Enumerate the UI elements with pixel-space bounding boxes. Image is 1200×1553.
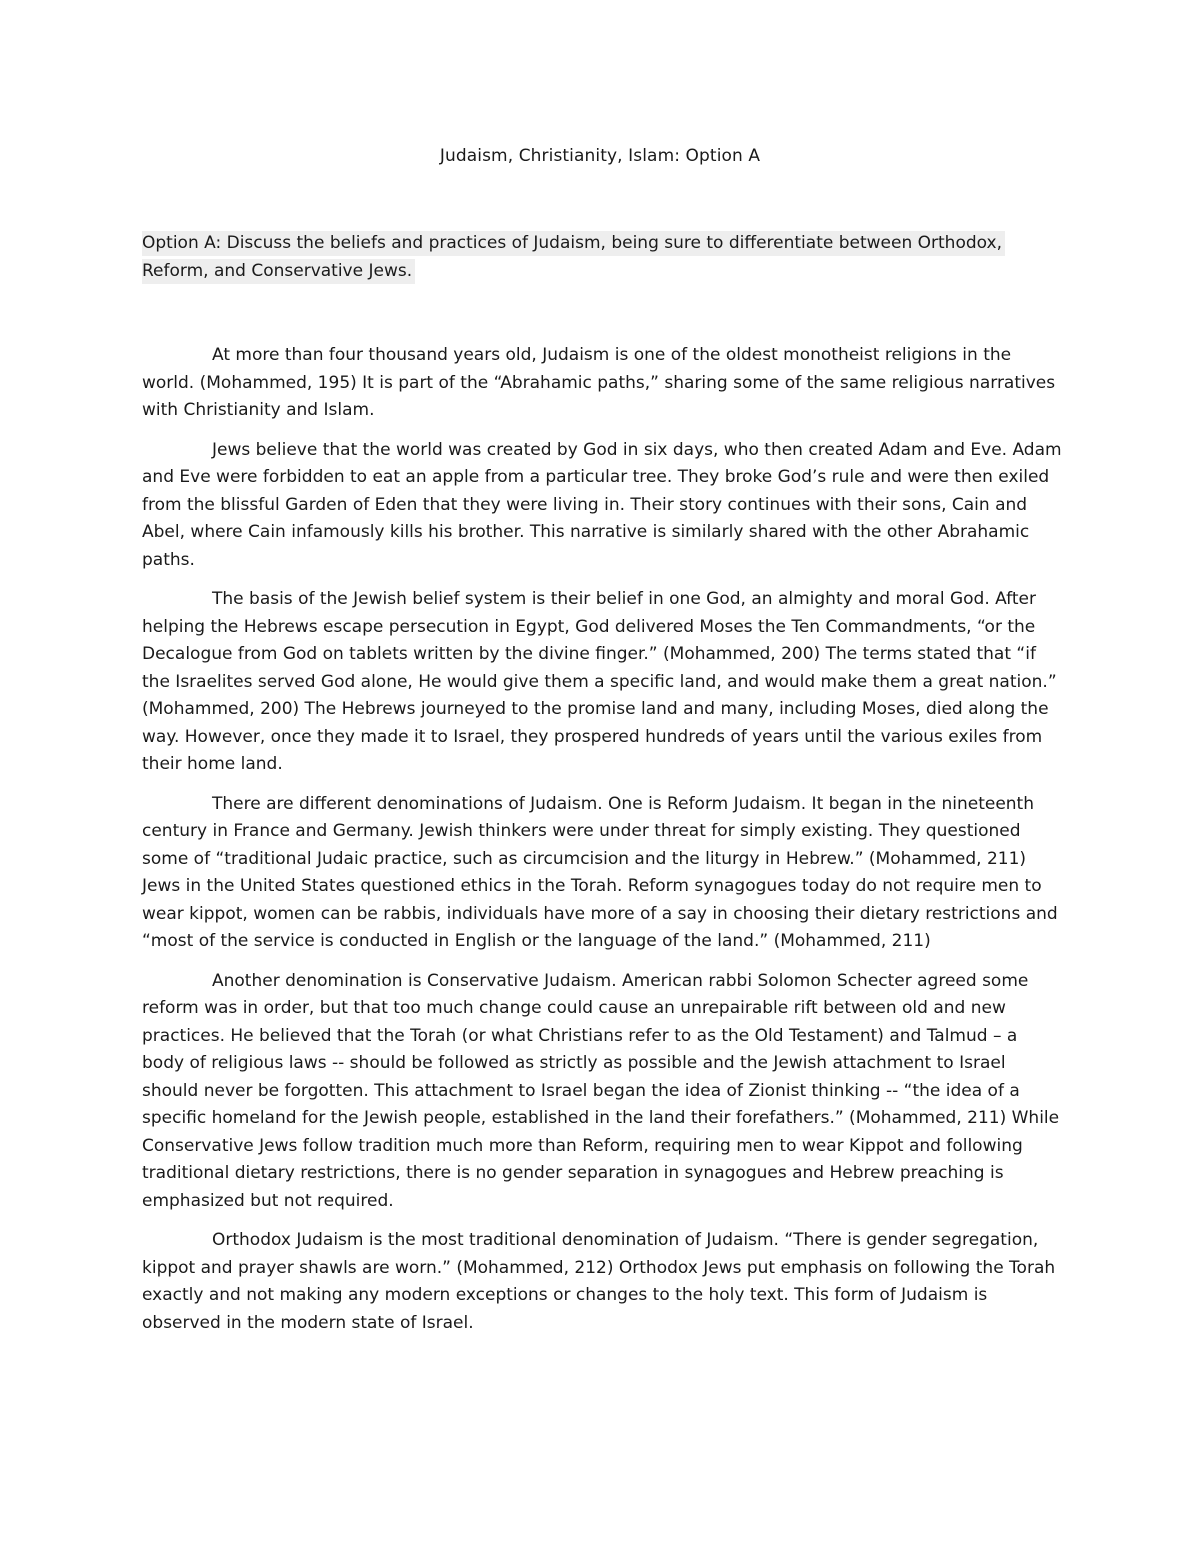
paragraph-conservative: Another denomination is Conservative Judaism. American rabbi Solomon Schecter agreed some reform was in order, but that too much change could cause an unrepairable rift between old and new practices. He believed that the Torah (or what Christians refer to as the Old Testament) and Talmud – a body of religious laws -- should be followed as strictly as possible and the Jewish attachment to Israel should never be forgotten. This attachment to Israel began the idea of Zionist thinking -- “the idea of a specific homeland for the Jewish people, established in the land their forefathers.” (Mohammed, 211) While Conservative Jews follow tradition much more than Reform, requiring men to wear Kippot and following traditional dietary restrictions, there is no gender separation in synagogues and Hebrew preaching is emphasized but not required.: [142, 970, 1060, 1211]
prompt-highlight: Option A: Discuss the beliefs and practices of Judaism, being sure to differentiate between Orthodox, Reform, and Conservative Jews.: [142, 231, 1005, 284]
paragraph-creation: Jews believe that the world was created by God in six days, who then created Adam and Eve. Adam and Eve were forbidden to eat an apple from a particular tree. They broke God’s rule and were then exiled from the blissful Garden of Eden that they were living in. Their story continues with their sons, Cain and Abel, where Cain infamously kills his brother. This narrative is similarly shared with the other Abrahamic paths.: [142, 439, 1062, 570]
essay-body: [142, 342, 1062, 1349]
paragraph-intro: At more than four thousand years old, Judaism is one of the oldest monotheist religions in the world. (Mohammed, 195) It is part of the “Abrahamic paths,” sharing some of the same religious narratives with Christianity and Islam.: [142, 345, 1056, 420]
assignment-prompt: [142, 229, 1052, 285]
document-title: Judaism, Christianity, Islam: Option A: [439, 146, 761, 166]
paragraph-orthodox: Orthodox Judaism is the most traditional denomination of Judaism. “There is gender segregation, kippot and prayer shawls are worn.” (Mohammed, 212) Orthodox Jews put emphasis on following the Torah exactly and not making any modern exceptions or changes to the holy text. This form of Judaism is observed in the modern state of Israel.: [142, 1230, 1056, 1333]
paragraph-reform: There are different denominations of Judaism. One is Reform Judaism. It began in the nineteenth century in France and Germany. Jewish thinkers were under threat for simply existing. They questioned some of “traditional Judaic practice, such as circumcision and the liturgy in Hebrew.” (Mohammed, 211) Jews in the United States questioned ethics in the Torah. Reform synagogues today do not require men to wear kippot, women can be rabbis, individuals have more of a say in choosing their dietary restrictions and “most of the service is conducted in English or the language of the land.” (Mohammed, 211): [142, 793, 1058, 951]
paragraph-belief-system: The basis of the Jewish belief system is their belief in one God, an almighty and moral God. After helping the Hebrews escape persecution in Egypt, God delivered Moses the Ten Commandments, “or the Decalogue from God on tablets written by the divine finger.” (Mohammed, 200) The terms stated that “if the Israelites served God alone, He would give them a specific land, and would make them a great nation.” (Mohammed, 200) The Hebrews journeyed to the promise land and many, including Moses, died along the way. However, once they made it to Israel, they prospered hundreds of years until the various exiles from their home land.: [142, 589, 1057, 774]
